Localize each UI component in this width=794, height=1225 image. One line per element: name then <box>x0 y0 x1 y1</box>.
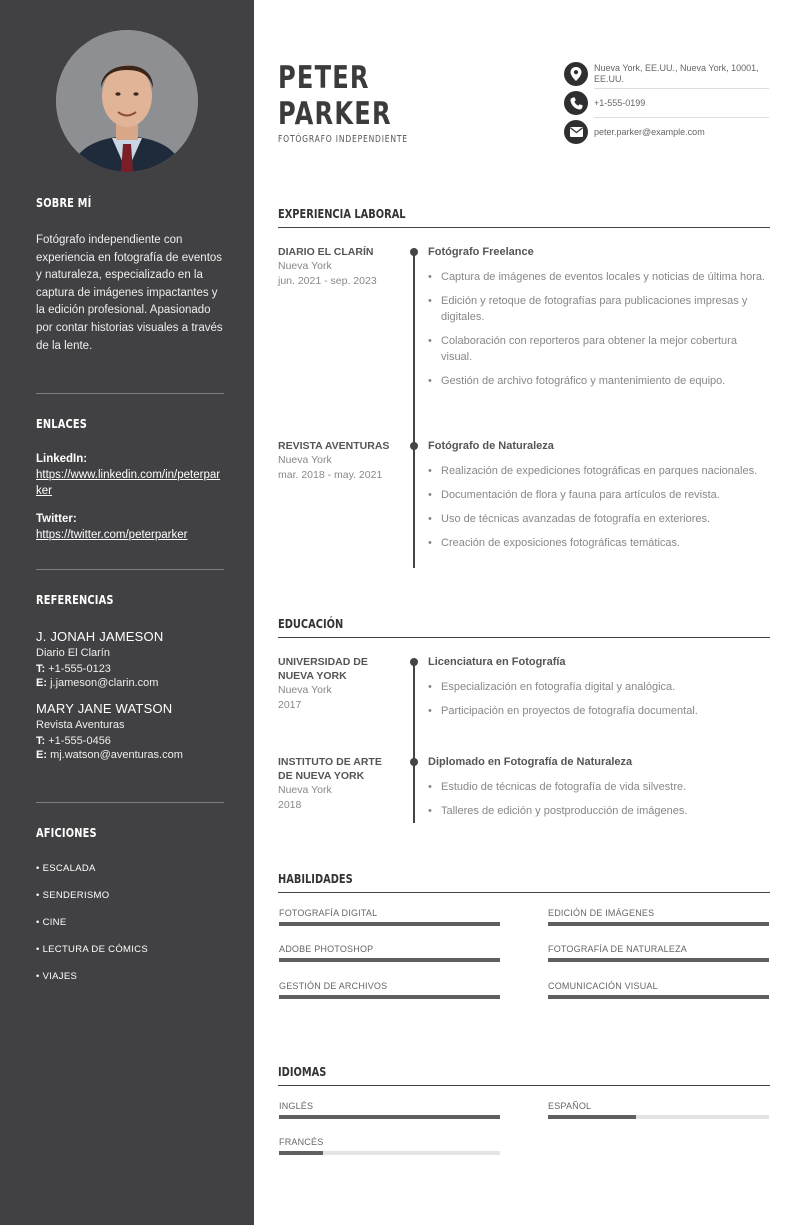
skill-bar <box>548 958 769 962</box>
hobbies-heading: AFICIONES <box>36 826 97 840</box>
skill-label: FOTOGRAFÍA DE NATURALEZA <box>548 944 687 954</box>
link-label: LinkedIn: <box>36 453 88 465</box>
duty-item: • Realización de expediciones fotográficas en parques nacionales. <box>428 463 770 479</box>
language-bar <box>548 1115 769 1119</box>
degree-details <box>428 679 770 719</box>
education-heading-text: EDUCACIÓN <box>278 617 344 631</box>
first-name: PETER <box>278 60 370 96</box>
duty-item: • Uso de técnicas avanzadas de fotografía en exteriores. <box>428 511 770 527</box>
reference-phone-value: +1-555-0456 <box>48 735 111 747</box>
skill-item <box>548 944 769 962</box>
divider <box>278 892 770 893</box>
timeline-dot <box>410 758 418 766</box>
languages-heading <box>278 1065 770 1079</box>
reference-email <box>36 677 224 689</box>
links-section <box>36 417 224 543</box>
degree-title: Licenciatura en Fotografía <box>428 656 566 668</box>
reference-item <box>36 629 224 689</box>
job-duties <box>428 269 770 389</box>
about-section <box>36 196 224 355</box>
education-entry-meta <box>278 655 398 713</box>
reference-email-value: mj.watson@aventuras.com <box>50 749 183 761</box>
skill-item <box>279 944 500 962</box>
references-heading: REFERENCIAS <box>36 593 114 607</box>
skill-label: EDICIÓN DE IMÁGENES <box>548 908 655 918</box>
phone-text: +1-555-0199 <box>594 98 646 108</box>
experience-entry-detail <box>428 245 770 397</box>
divider <box>278 637 770 638</box>
skill-label: FOTOGRAFÍA DIGITAL <box>279 908 378 918</box>
email-prefix: E: <box>36 749 47 761</box>
reference-email <box>36 749 224 761</box>
hobby-item: • LECTURA DE CÓMICS <box>36 944 148 955</box>
reference-item <box>36 701 224 761</box>
education-timeline <box>413 662 415 823</box>
language-bar-fill <box>279 1115 500 1119</box>
language-bar <box>279 1151 500 1155</box>
skill-item <box>279 981 500 999</box>
timeline-dot <box>410 658 418 666</box>
skill-bar-fill <box>548 922 769 926</box>
detail-item: • Especialización en fotografía digital y analógica. <box>428 679 770 695</box>
hobby-item: • VIAJES <box>36 971 78 982</box>
timeline-dot <box>410 442 418 450</box>
detail-item: • Participación en proyectos de fotografía documental. <box>428 703 770 719</box>
skill-item <box>548 908 769 926</box>
divider <box>36 393 224 394</box>
education-entry-detail <box>428 755 770 827</box>
job-title: Fotógrafo de Naturaleza <box>428 440 554 452</box>
duty-item: • Captura de imágenes de eventos locales y noticias de última hora. <box>428 269 770 285</box>
skill-label: ADOBE PHOTOSHOP <box>279 944 374 954</box>
experience-entry-meta <box>278 439 398 483</box>
skill-bar <box>279 958 500 962</box>
employment-dates: jun. 2021 - sep. 2023 <box>278 275 377 287</box>
reference-org: Revista Aventuras <box>36 719 125 731</box>
detail-item: • Talleres de edición y postproducción de imágenes. <box>428 803 770 819</box>
twitter-link[interactable]: https://twitter.com/peterparker <box>36 529 188 541</box>
education-year: 2017 <box>278 699 302 711</box>
skill-bar-fill <box>279 922 500 926</box>
experience-entry-meta <box>278 245 398 289</box>
phone-prefix: T: <box>36 663 46 675</box>
duty-item: • Gestión de archivo fotográfico y mantenimiento de equipo. <box>428 373 770 389</box>
skill-bar <box>279 922 500 926</box>
experience-timeline <box>413 252 415 568</box>
phone-icon <box>564 91 588 115</box>
duty-item: • Creación de exposiciones fotográficas temáticas. <box>428 535 770 551</box>
language-label: ESPAÑOL <box>548 1101 592 1111</box>
employer-location: Nueva York <box>278 260 332 272</box>
reference-phone-value: +1-555-0123 <box>48 663 111 675</box>
link-linkedin <box>36 453 224 499</box>
language-item <box>548 1101 769 1119</box>
employer-name: REVISTA AVENTURAS <box>278 440 390 452</box>
divider <box>278 1085 770 1086</box>
experience-heading-text: EXPERIENCIA LABORAL <box>278 207 406 221</box>
skill-item <box>279 908 500 926</box>
skill-label: GESTIÓN DE ARCHIVOS <box>279 981 388 991</box>
hobby-item: • CINE <box>36 917 67 928</box>
reference-org: Diario El Clarín <box>36 647 110 659</box>
skills-heading-text: HABILIDADES <box>278 872 353 886</box>
sidebar <box>0 0 254 1225</box>
experience-heading <box>278 207 770 221</box>
duty-item: • Edición y retoque de fotografías para publicaciones impresas y digitales. <box>428 293 770 325</box>
language-bar-fill <box>548 1115 636 1119</box>
link-twitter <box>36 513 224 543</box>
linkedin-link[interactable]: https://www.linkedin.com/in/peterparker <box>36 469 221 497</box>
divider <box>278 227 770 228</box>
institution-name: UNIVERSIDAD DE NUEVA YORK <box>278 656 368 682</box>
employment-dates: mar. 2018 - may. 2021 <box>278 469 383 481</box>
institution-name: INSTITUTO DE ARTE DE NUEVA YORK <box>278 756 382 782</box>
institution-location: Nueva York <box>278 784 332 796</box>
education-heading <box>278 617 770 631</box>
language-item <box>279 1137 500 1155</box>
links-heading: ENLACES <box>36 417 88 431</box>
envelope-icon <box>564 120 588 144</box>
language-bar <box>279 1115 500 1119</box>
skills-heading <box>278 872 770 886</box>
reference-phone <box>36 735 224 747</box>
education-entry-meta <box>278 755 398 813</box>
skill-bar <box>548 995 769 999</box>
education-year: 2018 <box>278 799 302 811</box>
experience-entry-detail <box>428 439 770 559</box>
skill-bar-fill <box>279 958 500 962</box>
language-label: FRANCÉS <box>279 1137 324 1147</box>
about-heading: SOBRE MÍ <box>36 196 92 210</box>
language-bar-fill <box>279 1151 323 1155</box>
divider <box>594 117 769 118</box>
timeline-dot <box>410 248 418 256</box>
person-role: FOTÓGRAFO INDEPENDIENTE <box>278 134 408 145</box>
hobbies-section <box>36 826 224 998</box>
language-label: INGLÉS <box>279 1101 314 1111</box>
institution-location: Nueva York <box>278 684 332 696</box>
job-duties <box>428 463 770 551</box>
skill-label: COMUNICACIÓN VISUAL <box>548 981 658 991</box>
skill-item <box>548 981 769 999</box>
about-text: Fotógrafo independiente con experiencia en fotografía de eventos y naturaleza, especializado en la captura de imágenes impactantes y la edición profesional. Apasionado por contar historias visuales a través de la lente. <box>36 234 223 352</box>
avatar <box>56 30 198 172</box>
person-name <box>278 60 392 132</box>
employer-name: DIARIO EL CLARÍN <box>278 246 374 258</box>
skill-bar-fill <box>548 958 769 962</box>
email-prefix: E: <box>36 677 47 689</box>
skill-bar <box>548 922 769 926</box>
address-text: Nueva York, EE.UU., Nueva York, 10001, EE.UU. <box>594 63 759 84</box>
detail-item: • Estudio de técnicas de fotografía de vida silvestre. <box>428 779 770 795</box>
divider <box>36 569 224 570</box>
link-label: Twitter: <box>36 513 77 525</box>
references-section <box>36 593 224 761</box>
hobby-item: • SENDERISMO <box>36 890 110 901</box>
skill-bar-fill <box>548 995 769 999</box>
language-item <box>279 1101 500 1119</box>
languages-heading-text: IDIOMAS <box>278 1065 327 1079</box>
reference-phone <box>36 663 224 675</box>
location-pin-icon <box>564 62 588 86</box>
hobby-item: • ESCALADA <box>36 863 96 874</box>
skill-bar <box>279 995 500 999</box>
divider <box>36 802 224 803</box>
last-name: PARKER <box>278 96 392 132</box>
divider <box>594 88 769 89</box>
duty-item: • Colaboración con reporteros para obtener la mejor cobertura visual. <box>428 333 770 365</box>
degree-title: Diplomado en Fotografía de Naturaleza <box>428 756 633 768</box>
job-title: Fotógrafo Freelance <box>428 246 534 258</box>
skill-bar-fill <box>279 995 500 999</box>
phone-prefix: T: <box>36 735 46 747</box>
employer-location: Nueva York <box>278 454 332 466</box>
email-text: peter.parker@example.com <box>594 127 705 137</box>
degree-details <box>428 779 770 819</box>
reference-name: MARY JANE WATSON <box>36 701 173 716</box>
duty-item: • Documentación de flora y fauna para artículos de revista. <box>428 487 770 503</box>
reference-name: J. JONAH JAMESON <box>36 629 164 644</box>
reference-email-value: j.jameson@clarin.com <box>50 677 159 689</box>
education-entry-detail <box>428 655 770 727</box>
